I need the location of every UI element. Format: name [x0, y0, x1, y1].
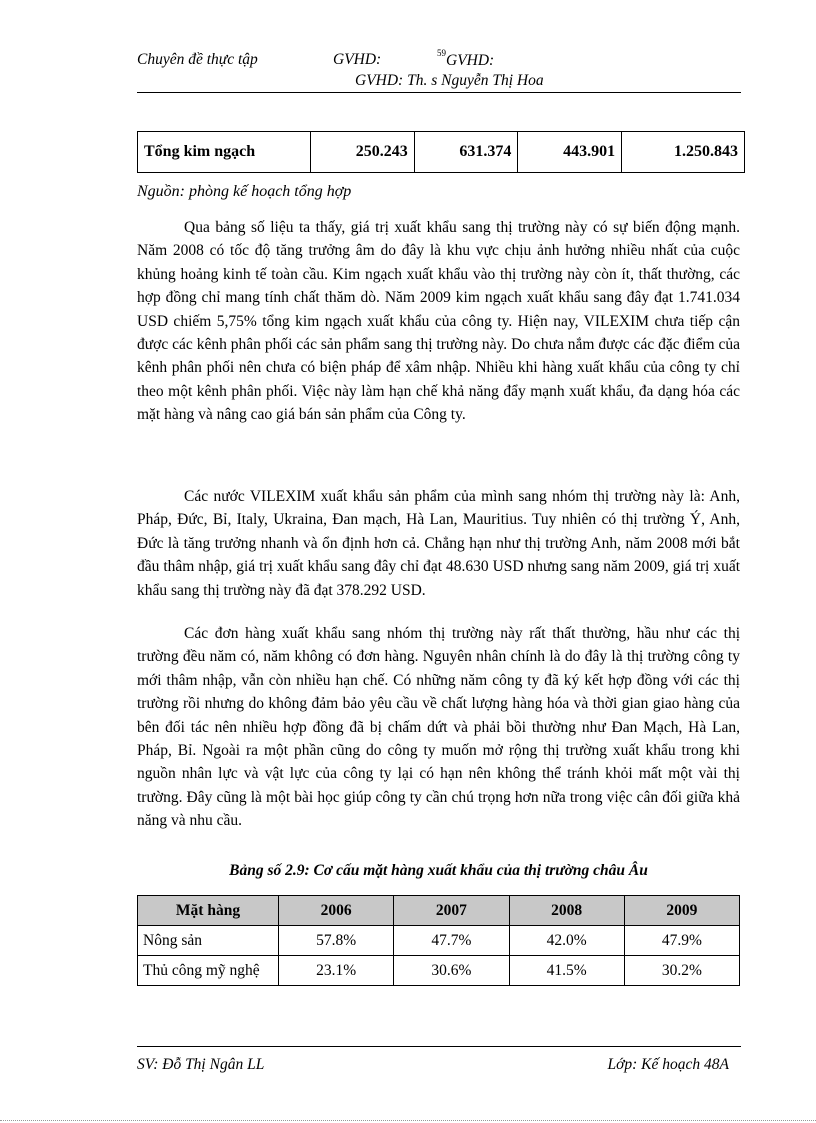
table-cell: 30.6%	[394, 956, 509, 986]
export-structure-table	[137, 895, 740, 986]
table-cell: 30.2%	[624, 956, 739, 986]
table-row	[138, 132, 745, 173]
header-gvhd-2-label: GVHD:	[446, 52, 495, 70]
column-header: 2006	[279, 896, 394, 926]
page-number: 59	[437, 48, 446, 58]
row-label: Nông sản	[138, 926, 279, 956]
total-turnover-table	[137, 131, 745, 173]
table-cell: 41.5%	[509, 956, 624, 986]
table-cell: 42.0%	[509, 926, 624, 956]
page-header	[137, 46, 741, 93]
source-note: Nguồn: phòng kế hoạch tổng hợp	[137, 183, 352, 200]
column-header: Mặt hàng	[138, 896, 279, 926]
total-label: Tổng kim ngạch	[138, 132, 311, 173]
header-supervisor: GVHD: Th. s Nguyễn Thị Hoa	[355, 72, 544, 89]
row-label: Thủ công mỹ nghệ	[138, 956, 279, 986]
table-cell: 57.8%	[279, 926, 394, 956]
column-header: 2008	[509, 896, 624, 926]
total-value: 443.901	[518, 132, 622, 173]
table-row	[138, 926, 740, 956]
table-row	[138, 956, 740, 986]
header-gvhd-1: GVHD:	[333, 51, 382, 68]
header-gvhd-2	[437, 48, 495, 70]
paragraph: Các đơn hàng xuất khẩu sang nhóm thị trường này rất thất thường, hầu như các thị trường đều năm có, năm không có đơn hàng. Nguyên nhân chính là do đây là thị trường công ty mới thâm nhập, vẫn còn nhiều hạn chế. Có những năm công ty đã ký kết hợp đồng với các thị trường rồi nhưng do không đảm bảo yêu cầu về chất lượng hàng hóa và thời gian giao hàng của bên đối tác nên nhiều hợp đồng đã bị chấm dứt và phải bồi thường như Đan Mạch, Hà Lan, Pháp, Bỉ. Ngoài ra một phần cũng do công ty muốn mở rộng thị trường xuất khẩu trong khi nguồn nhân lực và vật lực của công ty lại có hạn nên không thể tránh khỏi mất một vài thị trường. Đây cũng là một bài học giúp công ty cần chú trọng hơn nữa trong việc cân đối giữa khả năng và nhu cầu.	[137, 625, 740, 830]
total-value: 250.243	[311, 132, 415, 173]
column-header: 2007	[394, 896, 509, 926]
header-title: Chuyên đề thực tập	[137, 51, 258, 68]
table-header-row	[138, 896, 740, 926]
total-value: 631.374	[414, 132, 518, 173]
table-cell: 23.1%	[279, 956, 394, 986]
footer-class: Lớp: Kế hoạch 48A	[607, 1056, 729, 1073]
table-cell: 47.7%	[394, 926, 509, 956]
page-break-line	[0, 1120, 816, 1121]
paragraph: Các nước VILEXIM xuất khẩu sản phẩm của mình sang nhóm thị trường này là: Anh, Pháp, Đức, Bỉ, Italy, Ukraina, Đan mạch, Hà Lan, Mauritius. Tuy nhiên có thị trường Ý, Anh, Đức là tăng trưởng nhanh và ổn định hơn cả. Chẳng hạn như thị trường Anh, năm 2008 mới bắt đầu thâm nhập, giá trị xuất khẩu sang đây chỉ đạt 48.630 USD nhưng sang năm 2009, giá trị xuất khẩu sang thị trường này đã đạt 378.292 USD.	[137, 488, 740, 599]
total-value: 1.250.843	[622, 132, 745, 173]
page-footer	[137, 1046, 741, 1075]
column-header: 2009	[624, 896, 739, 926]
table-cell: 47.9%	[624, 926, 739, 956]
footer-student: SV: Đỗ Thị Ngân LL	[137, 1056, 265, 1073]
table-caption: Bảng số 2.9: Cơ cấu mặt hàng xuất khẩu của thị trường châu Âu	[229, 862, 648, 879]
paragraph: Qua bảng số liệu ta thấy, giá trị xuất khẩu sang thị trường này có sự biến động mạnh. Năm 2008 có tốc độ tăng trưởng âm do đây là khu vực chịu ảnh hưởng nhiều nhất của cuộc khủng hoảng kinh tế toàn cầu. Kim ngạch xuất khẩu vào thị trường này còn ít, thất thường, các hợp đồng chỉ mang tính chất thăm dò. Năm 2009 kim ngạch xuất khẩu sang đây đạt 1.741.034 USD chiếm 5,75% tổng kim ngạch xuất khẩu của công ty. Hiện nay, VILEXIM chưa tiếp cận được các kênh phân phối các sản phẩm sang thị trường này. Do chưa nắm được các đặc điểm của kênh phân phối nên chưa có biện pháp để xâm nhập. Nhiều khi hàng xuất khẩu của công ty chỉ theo một kênh phân phối. Việc này làm hạn chế khả năng đẩy mạnh xuất khẩu, đa dạng hóa các mặt hàng và nâng cao giá bán sản phẩm của Công ty.	[137, 219, 740, 424]
